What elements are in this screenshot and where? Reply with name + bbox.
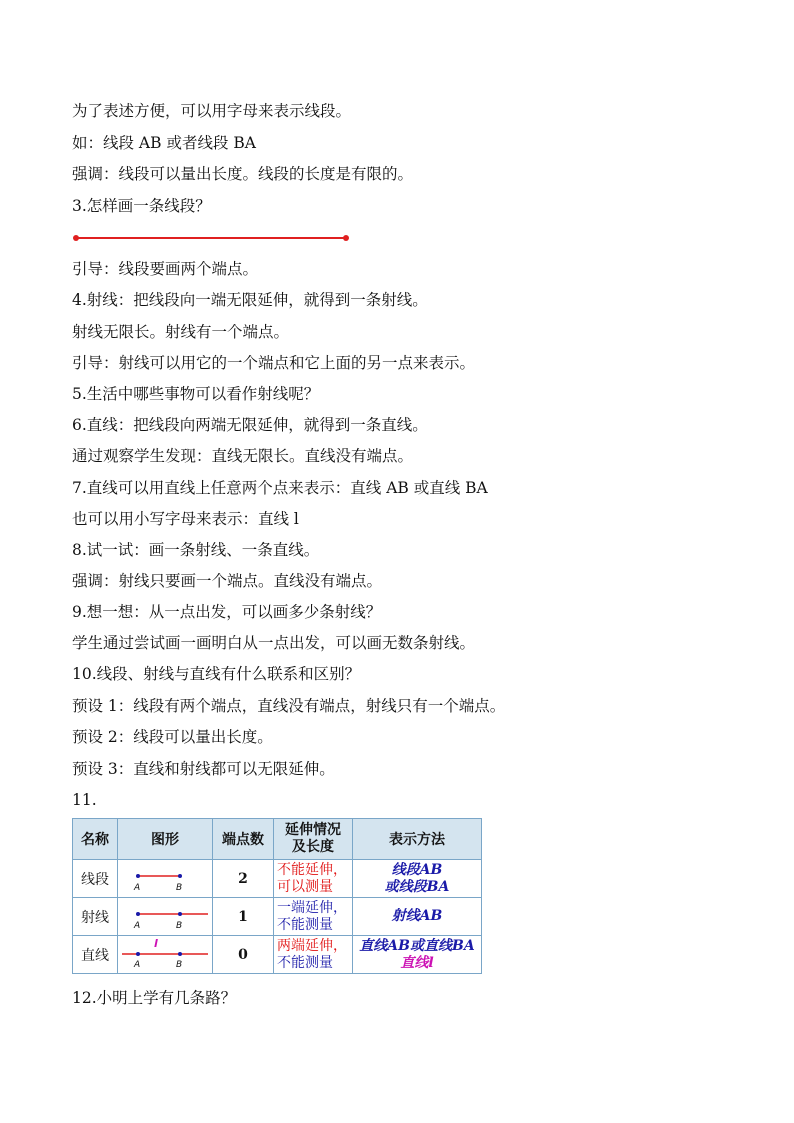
extension-cell [274, 936, 353, 974]
line-l-label: l [154, 937, 158, 950]
extension-text: 不能测量 [277, 954, 333, 971]
text-line: 引导：线段要画两个端点。 [72, 260, 259, 278]
point-a-label: A [134, 921, 141, 931]
header-extension-line1: 延伸情况 [285, 822, 341, 838]
notation-cell [353, 860, 482, 898]
text-line: 通过观察学生发现：直线无限长。直线没有端点。 [72, 447, 414, 465]
header-endpoints: 端点数 [213, 819, 274, 860]
text-line: 预设 2：线段可以量出长度。 [72, 728, 273, 746]
point-a-label: A [134, 960, 141, 970]
endpoint-count: 0 [213, 936, 274, 974]
segment-diagram [118, 860, 212, 897]
row-name: 线段 [73, 860, 118, 898]
figure-cell [118, 860, 213, 898]
line-diagram [118, 936, 212, 973]
table-row [73, 936, 482, 974]
extension-cell [274, 898, 353, 936]
point-a-dot [136, 912, 140, 916]
text-line: 也可以用小写字母来表示：直线 l [72, 510, 299, 528]
point-a-label: A [134, 883, 141, 893]
text-line: 预设 3：直线和射线都可以无限延伸。 [72, 760, 335, 778]
notation-text: 直线l [400, 954, 434, 971]
text-line: 强调：线段可以量出长度。线段的长度是有限的。 [72, 165, 414, 183]
text-line: 射线无限长。射线有一个端点。 [72, 323, 290, 341]
notation-text: 或线段BA [384, 878, 450, 895]
endpoint-dot [343, 235, 349, 241]
extension-text: 一端延伸， [277, 899, 347, 916]
figure-cell [118, 936, 213, 974]
figure-cell [118, 898, 213, 936]
point-b-dot [178, 952, 182, 956]
notation-cell [353, 936, 482, 974]
item-number: 11. [72, 791, 97, 809]
point-a-dot [136, 874, 140, 878]
header-extension [274, 819, 353, 860]
text-line: 6.直线：把线段向两端无限延伸，就得到一条直线。 [72, 416, 428, 434]
notation-text: 线段AB [391, 861, 443, 878]
text-line: 4.射线：把线段向一端无限延伸，就得到一条射线。 [72, 291, 428, 309]
question-heading: 10.线段、射线与直线有什么联系和区别？ [72, 665, 361, 683]
question-heading: 9.想一想：从一点出发，可以画多少条射线？ [72, 603, 382, 621]
question-heading: 5.生活中哪些事物可以看作射线呢？ [72, 385, 320, 403]
endpoint-dot [73, 235, 79, 241]
notation-text: 射线AB [391, 908, 443, 924]
extension-text: 不能测量 [277, 916, 333, 933]
comparison-table [72, 818, 482, 974]
text-line: 为了表述方便，可以用字母来表示线段。 [72, 102, 352, 120]
row-name: 直线 [73, 936, 118, 974]
table-row [73, 860, 482, 898]
extension-cell [274, 860, 353, 898]
notation-text: 直线AB或直线BA [359, 937, 475, 954]
text-line: 学生通过尝试画一画明白从一点出发，可以画无数条射线。 [72, 634, 476, 652]
point-b-dot [178, 874, 182, 878]
point-b-label: B [176, 921, 183, 931]
text-line: 预设 1：线段有两个端点，直线没有端点，射线只有一个端点。 [72, 697, 506, 715]
header-notation: 表示方法 [353, 819, 482, 860]
header-figure: 图形 [118, 819, 213, 860]
header-extension-line2: 及长度 [292, 839, 334, 855]
text-line: 如：线段 AB 或者线段 BA [72, 134, 256, 152]
extension-text: 两端延伸， [277, 937, 347, 954]
text-line: 强调：射线只要画一个端点。直线没有端点。 [72, 572, 383, 590]
table-header-row [73, 819, 482, 860]
question-heading: 12.小明上学有几条路？ [72, 989, 237, 1007]
endpoint-count: 2 [213, 860, 274, 898]
point-b-label: B [176, 883, 183, 893]
segment-bar [76, 237, 346, 239]
table-row [73, 898, 482, 936]
point-b-dot [178, 912, 182, 916]
question-heading: 3.怎样画一条线段？ [72, 197, 211, 215]
row-name: 射线 [73, 898, 118, 936]
header-name: 名称 [73, 819, 118, 860]
ray-diagram [118, 898, 212, 935]
endpoint-count: 1 [213, 898, 274, 936]
text-line: 引导：射线可以用它的一个端点和它上面的另一点来表示。 [72, 354, 476, 372]
point-b-label: B [176, 960, 183, 970]
notation-cell [353, 898, 482, 936]
extension-text: 不能延伸， [277, 861, 347, 878]
text-line: 8.试一试：画一条射线、一条直线。 [72, 541, 320, 559]
point-a-dot [136, 952, 140, 956]
text-line: 7.直线可以用直线上任意两个点来表示：直线 AB 或直线 BA [72, 479, 488, 497]
extension-text: 可以测量 [277, 878, 333, 895]
